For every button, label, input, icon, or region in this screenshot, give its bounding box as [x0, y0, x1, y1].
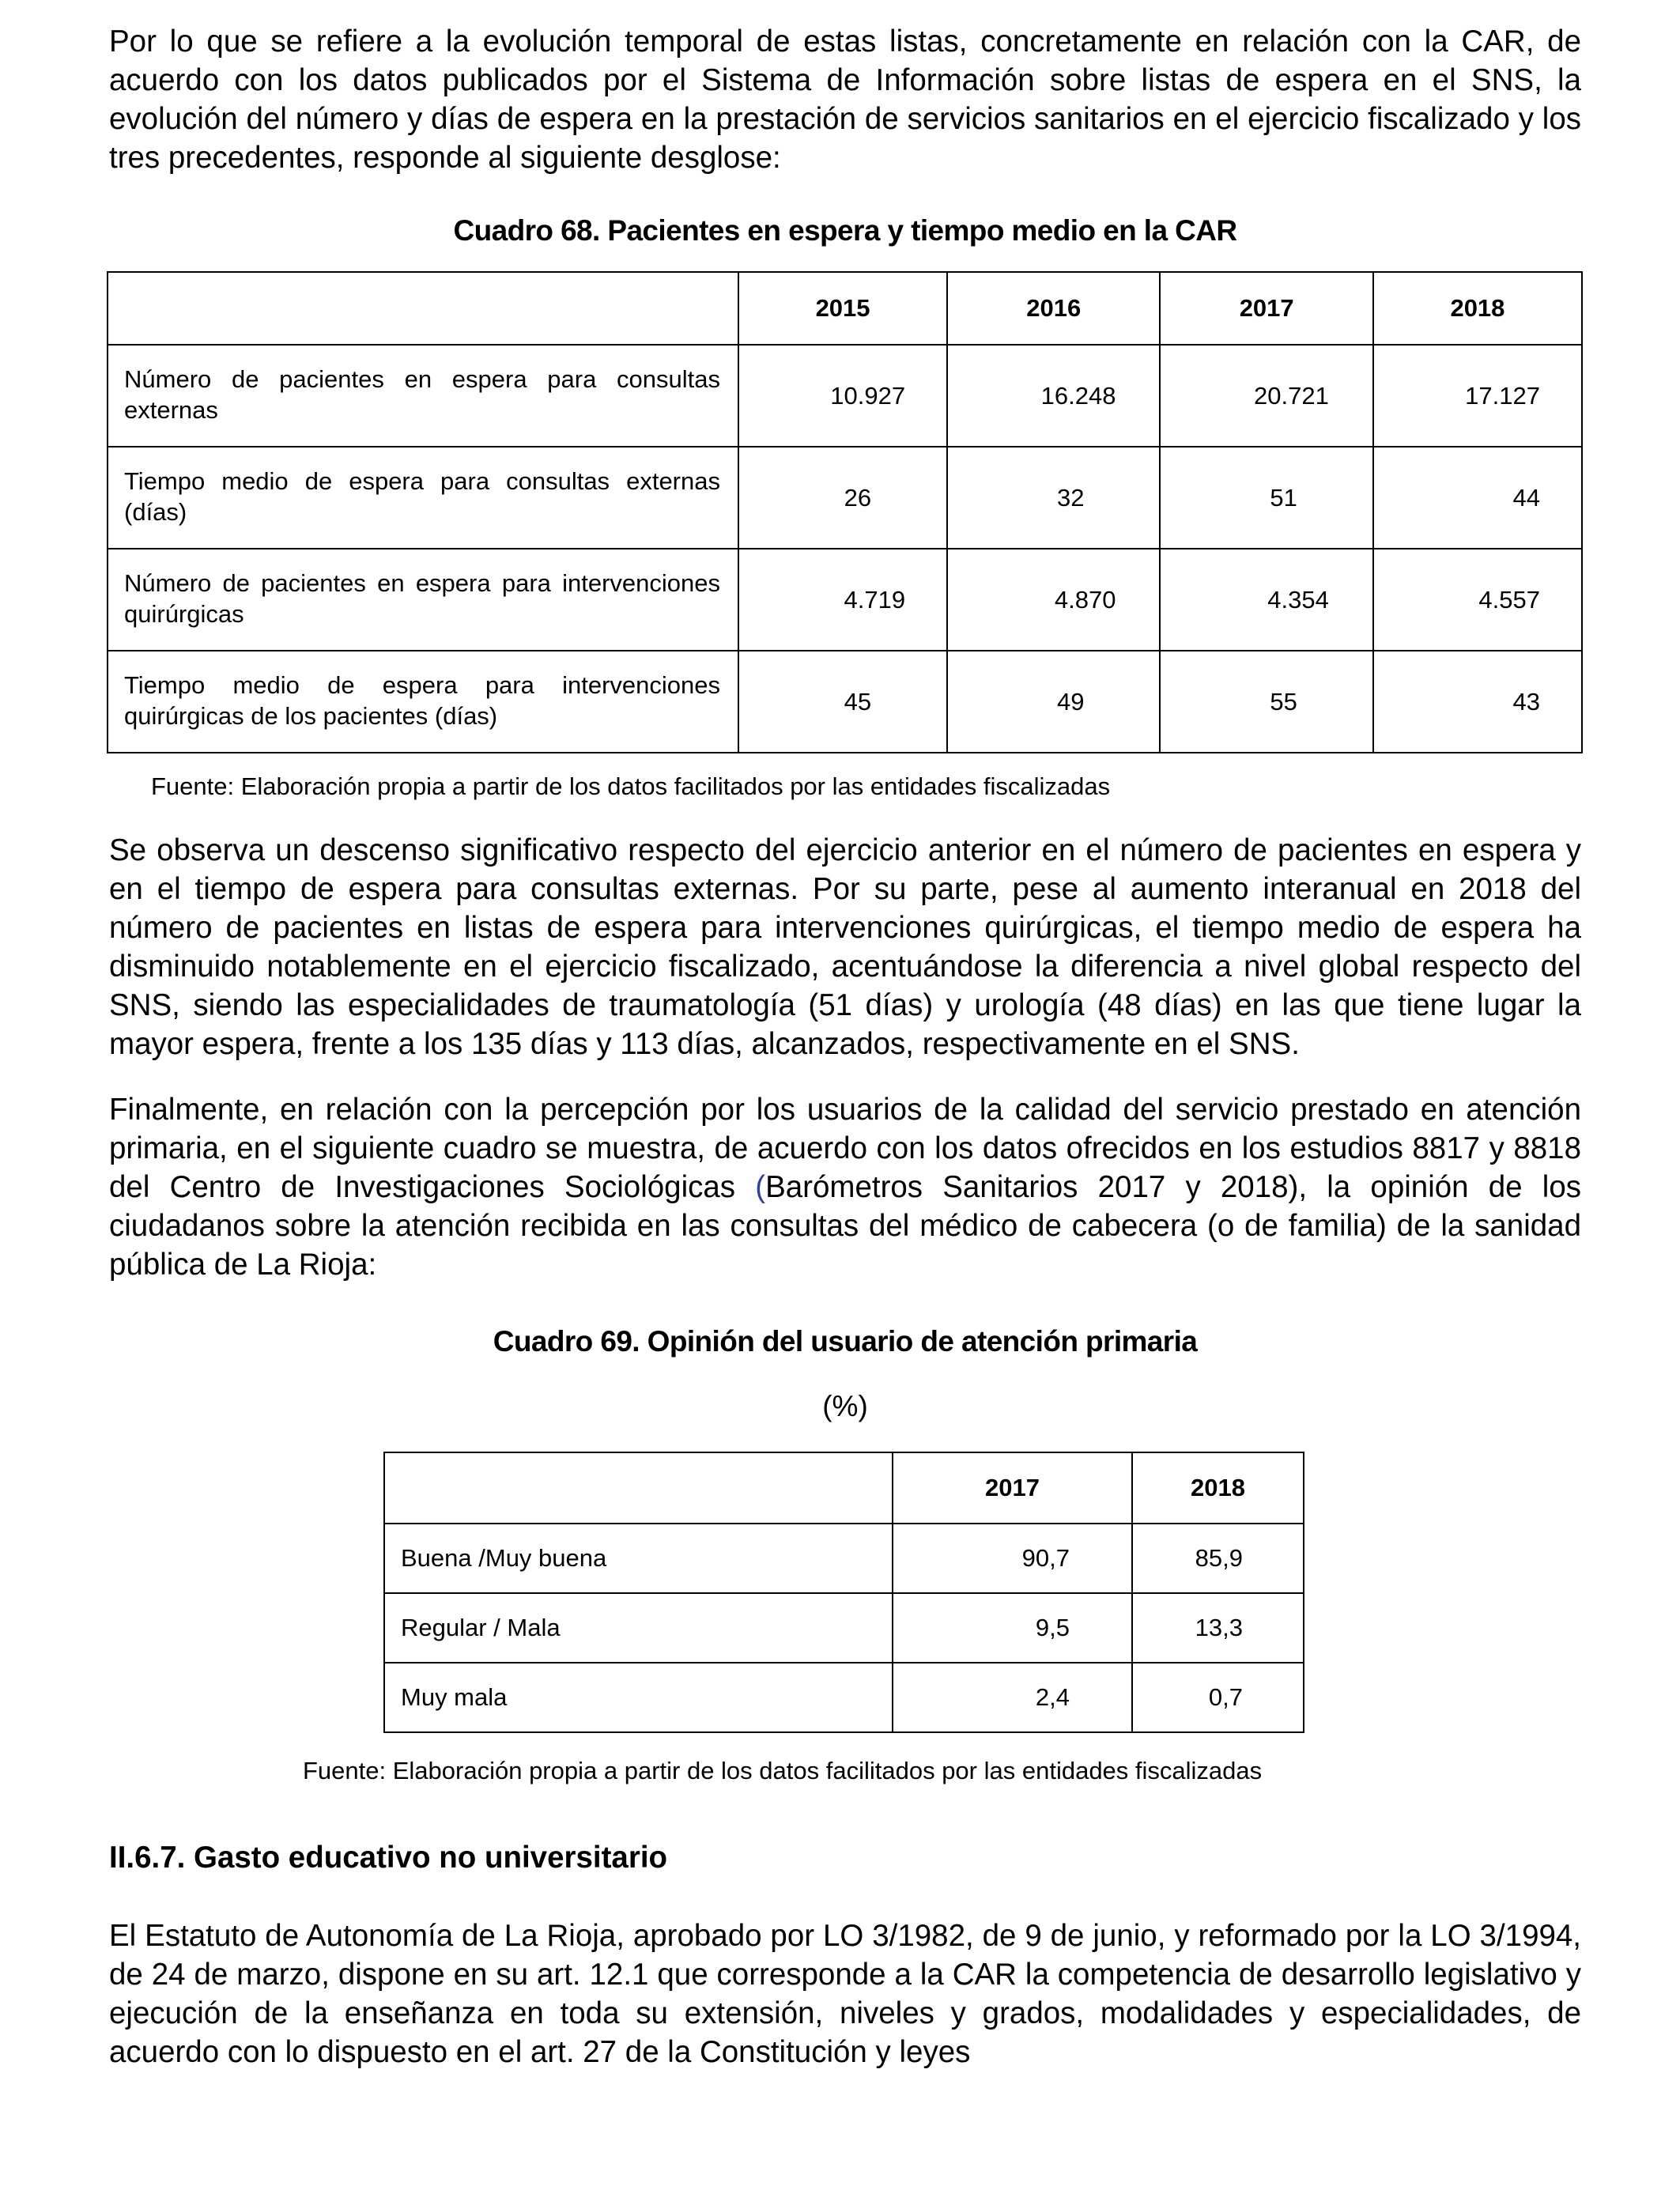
row-label: Tiempo medio de espera para consultas externas (días): [108, 447, 738, 549]
row-label: Buena /Muy buena: [384, 1524, 893, 1593]
cell-value: 4.870: [947, 549, 1160, 651]
row-label: Muy mala: [384, 1663, 893, 1732]
table68-caption: Cuadro 68. Pacientes en espera y tiempo medio en la CAR: [453, 214, 1237, 247]
cell-value: 51: [1160, 447, 1372, 549]
table69-caption: Cuadro 69. Opinión del usuario de atención primaria: [493, 1325, 1198, 1358]
paragraph-3: [109, 1090, 1581, 1284]
intro-paragraph: Por lo que se refiere a la evolución temporal de estas listas, concretamente en relación con la CAR, de acuerdo con los datos publicados por el Sistema de Información sobre listas de espera en el SNS, la evolución del número y días de espera en la prestación de servicios sanitarios en el ejercicio fiscalizado y los tres precedentes, responde al siguiente desglose:: [109, 25, 1581, 175]
table-row: [384, 1663, 1304, 1732]
cell-value: 20.721: [1160, 345, 1372, 447]
cell-value: 55: [1160, 651, 1372, 753]
cell-value: 4.719: [738, 549, 947, 651]
table69-source: Fuente: Elaboración propia a partir de los datos facilitados por las entidades fiscalizadas: [303, 1757, 1263, 1784]
cell-value: 2,4: [893, 1663, 1132, 1732]
paragraph-4: El Estatuto de Autonomía de La Rioja, aprobado por LO 3/1982, de 9 de junio, y reformado por la LO 3/1994, de 24 de marzo, dispone en su art. 12.1 que corresponde a la CAR la competencia de desarrollo legislativo y ejecución de la enseñanza en toda su extensión, niveles y grados, modalidades y especialidades, de acuerdo con lo dispuesto en el art. 27 de la Constitución y leyes: [109, 1919, 1581, 2069]
cell-value: 44: [1373, 447, 1582, 549]
document-page: [109, 22, 1581, 2071]
cell-value: 49: [947, 651, 1160, 753]
table69: [383, 1452, 1304, 1733]
cell-value: 4.557: [1373, 549, 1582, 651]
row-label: Regular / Mala: [384, 1593, 893, 1663]
table69-corner-cell: [384, 1452, 893, 1524]
row-label: Número de pacientes en espera para consultas externas: [108, 345, 738, 447]
paragraph-3-paren: (: [755, 1170, 766, 1204]
cell-value: 0,7: [1132, 1663, 1304, 1732]
cell-value: 4.354: [1160, 549, 1372, 651]
cell-value: 13,3: [1132, 1593, 1304, 1663]
table68-header-row: [108, 272, 1582, 345]
table-row: [108, 447, 1582, 549]
cell-value: 45: [738, 651, 947, 753]
row-label: Número de pacientes en espera para intervenciones quirúrgicas: [108, 549, 738, 651]
cell-value: 9,5: [893, 1593, 1132, 1663]
paragraph-3-text: Finalmente, en relación con la percepción por los usuarios de la calidad del servicio prestado en atención primaria, en el siguiente cuadro se muestra, de acuerdo con los datos ofrecidos en los estudios 8817 y 8818 del Centro de Investigaciones Sociológicas: [109, 1093, 1581, 1204]
table68: [107, 271, 1583, 753]
section-heading: II.6.7. Gasto educativo no universitario: [109, 1841, 668, 1875]
cell-value: 26: [738, 447, 947, 549]
table68-col-2017: 2017: [1160, 272, 1372, 345]
table-row: [384, 1524, 1304, 1593]
table-row: [384, 1593, 1304, 1663]
cell-value: 90,7: [893, 1524, 1132, 1593]
paragraph-2: Se observa un descenso significativo respecto del ejercicio anterior en el número de pacientes en espera y en el tiempo de espera para consultas externas. Por su parte, pese al aumento interanual en 2018 del número de pacientes en listas de espera para intervenciones quirúrgicas, el tiempo medio de espera ha disminuido notablemente en el ejercicio fiscalizado, acentuándose la diferencia a nivel global respecto del SNS, siendo las especialidades de traumatología (51 días) y urología (48 días) en las que tiene lugar la mayor espera, frente a los 135 días y 113 días, alcanzados, respectivamente en el SNS.: [109, 833, 1581, 1061]
table69-unit: (%): [822, 1390, 868, 1422]
cell-value: 16.248: [947, 345, 1160, 447]
table68-col-2016: 2016: [947, 272, 1160, 345]
table-row: [108, 549, 1582, 651]
cell-value: 43: [1373, 651, 1582, 753]
table68-col-2015: 2015: [738, 272, 947, 345]
table-row: [108, 651, 1582, 753]
cell-value: 32: [947, 447, 1160, 549]
table68-corner-cell: [108, 272, 738, 345]
paragraph-3-text-end: Barómetros Sanitarios 2017 y 2018), la opinión de los ciudadanos sobre la atención recibida en las consultas del médico de cabecera (o de familia) de la sanidad pública de La Rioja:: [109, 1170, 1581, 1282]
cell-value: 10.927: [738, 345, 947, 447]
table69-col-2018: 2018: [1132, 1452, 1304, 1524]
table68-source: Fuente: Elaboración propia a partir de los datos facilitados por las entidades fiscalizadas: [151, 772, 1111, 800]
table-row: [108, 345, 1582, 447]
table69-col-2017: 2017: [893, 1452, 1132, 1524]
table68-col-2018: 2018: [1373, 272, 1582, 345]
row-label: Tiempo medio de espera para intervenciones quirúrgicas de los pacientes (días): [108, 651, 738, 753]
cell-value: 17.127: [1373, 345, 1582, 447]
table69-header-row: [384, 1452, 1304, 1524]
cell-value: 85,9: [1132, 1524, 1304, 1593]
